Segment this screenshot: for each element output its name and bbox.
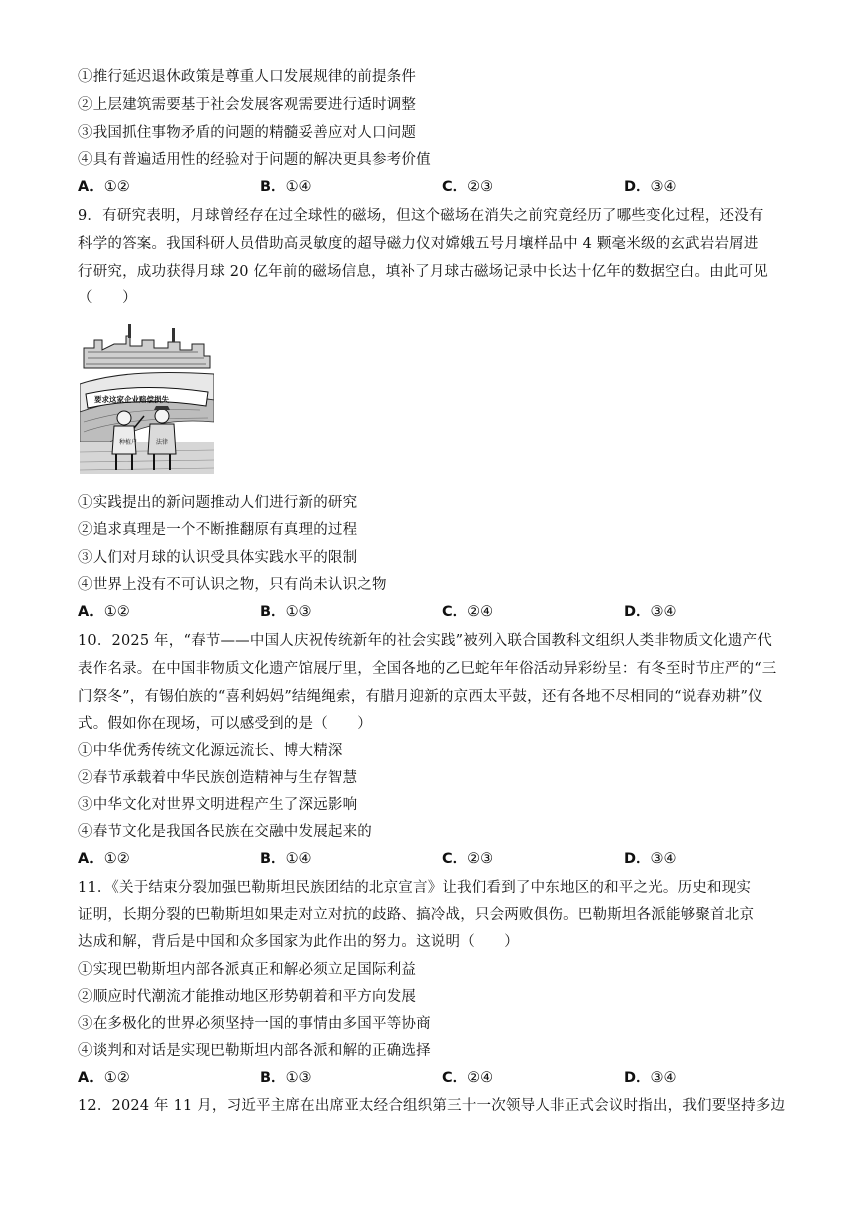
q9-option-a[interactable]: A．①② bbox=[78, 604, 130, 620]
q9-statement-2: ②追求真理是一个不断推翻原有真理的过程 bbox=[78, 522, 358, 538]
q8-option-b[interactable]: B．①④ bbox=[260, 179, 312, 195]
q11-stem-line-1: 11．《关于结束分裂加强巴勒斯坦民族团结的北京宣言》让我们看到了中东地区的和平之光。历史和现实 bbox=[78, 880, 752, 896]
q9-stem-line-4: （ ） bbox=[78, 290, 137, 306]
q8-option-d[interactable]: D．③④ bbox=[624, 179, 677, 195]
q11-option-a[interactable]: A．①② bbox=[78, 1070, 130, 1086]
q12-stem-line-1: 12．2024 年 11 月，习近平主席在出席亚太经合组织第三十一次领导人非正式会议时指出，我们要坚持多边 bbox=[78, 1098, 786, 1114]
cartoon-label-1: 种植户 bbox=[119, 439, 138, 446]
q10-statement-1: ①中华优秀传统文化源远流长、博大精深 bbox=[78, 743, 343, 759]
q10-option-c[interactable]: C．②③ bbox=[442, 851, 494, 867]
q10-stem-line-2: 表作名录。在中国非物质文化遗产馆展厅里，全国各地的乙巳蛇年年俗活动异彩纷呈：有冬至时节庄严的“三 bbox=[78, 661, 777, 677]
q8-option-a[interactable]: A．①② bbox=[78, 179, 130, 195]
q11-option-b[interactable]: B．①③ bbox=[260, 1070, 312, 1086]
q9-stem-line-1: 9．有研究表明，月球曾经存在过全球性的磁场，但这个磁场在消失之前究竟经历了哪些变化过程，还没有 bbox=[78, 208, 764, 224]
cartoon-image bbox=[80, 322, 214, 474]
q9-option-c[interactable]: C．②④ bbox=[442, 604, 494, 620]
q11-option-d[interactable]: D．③④ bbox=[624, 1070, 677, 1086]
cartoon-caption: 要求这家企业赔偿损失 bbox=[94, 395, 169, 404]
q9-stem-line-3: 行研究，成功获得月球 20 亿年前的磁场信息，填补了月球古磁场记录中长达十亿年的数据空白。由此可见 bbox=[78, 264, 768, 280]
q8-statement-2: ②上层建筑需要基于社会发展客观需要进行适时调整 bbox=[78, 97, 417, 113]
q10-option-a[interactable]: A．①② bbox=[78, 851, 130, 867]
q10-statement-4: ④春节文化是我国各民族在交融中发展起来的 bbox=[78, 824, 372, 840]
q9-option-d[interactable]: D．③④ bbox=[624, 604, 677, 620]
q8-option-c[interactable]: C．②③ bbox=[442, 179, 494, 195]
q10-stem-line-4: 式。假如你在现场，可以感受到的是（ ） bbox=[78, 716, 372, 732]
q11-stem-line-3: 达成和解，背后是中国和众多国家为此作出的努力。这说明（ ） bbox=[78, 934, 519, 950]
q10-statement-2: ②春节承载着中华民族创造精神与生存智慧 bbox=[78, 770, 358, 786]
q10-statement-3: ③中华文化对世界文明进程产生了深远影响 bbox=[78, 797, 358, 813]
q9-option-b[interactable]: B．①③ bbox=[260, 604, 312, 620]
q11-statement-3: ③在多极化的世界必须坚持一国的事情由多国平等协商 bbox=[78, 1016, 431, 1032]
q8-statement-4: ④具有普遍适用性的经验对于问题的解决更具参考价值 bbox=[78, 152, 431, 168]
q10-stem-line-1: 10．2025 年，“春节——中国人庆祝传统新年的社会实践”被列入联合国教科文组织人类非物质文化遗产代 bbox=[78, 633, 772, 649]
q10-option-d[interactable]: D．③④ bbox=[624, 851, 677, 867]
q8-statement-3: ③我国抓住事物矛盾的问题的精髓妥善应对人口问题 bbox=[78, 125, 417, 141]
q11-stem-line-2: 证明，长期分裂的巴勒斯坦如果走对立对抗的歧路、搞冷战，只会两败俱伤。巴勒斯坦各派能够聚首北京 bbox=[78, 907, 755, 923]
q9-statement-1: ①实践提出的新问题推动人们进行新的研究 bbox=[78, 495, 358, 511]
q10-stem-line-3: 门祭冬”，有锡伯族的“喜利妈妈”结绳绳索，有腊月迎新的京西太平鼓，还有各地不尽相同的“说春劝耕”仪 bbox=[78, 689, 763, 705]
q11-option-c[interactable]: C．②④ bbox=[442, 1070, 494, 1086]
q9-statement-3: ③人们对月球的认识受具体实践水平的限制 bbox=[78, 550, 358, 566]
cartoon-label-2: 法律 bbox=[156, 439, 169, 446]
q11-statement-1: ①实现巴勒斯坦内部各派真正和解必须立足国际利益 bbox=[78, 962, 417, 978]
q8-statement-1: ①推行延迟退休政策是尊重人口发展规律的前提条件 bbox=[78, 69, 417, 85]
q11-statement-2: ②顺应时代潮流才能推动地区形势朝着和平方向发展 bbox=[78, 989, 417, 1005]
q9-stem-line-2: 科学的答案。我国科研人员借助高灵敏度的超导磁力仪对嫦娥五号月壤样品中 4 颗毫米级的玄武岩岩屑进 bbox=[78, 236, 759, 252]
q9-statement-4: ④世界上没有不可认识之物，只有尚未认识之物 bbox=[78, 577, 387, 593]
q10-option-b[interactable]: B．①④ bbox=[260, 851, 312, 867]
q11-statement-4: ④谈判和对话是实现巴勒斯坦内部各派和解的正确选择 bbox=[78, 1043, 431, 1059]
